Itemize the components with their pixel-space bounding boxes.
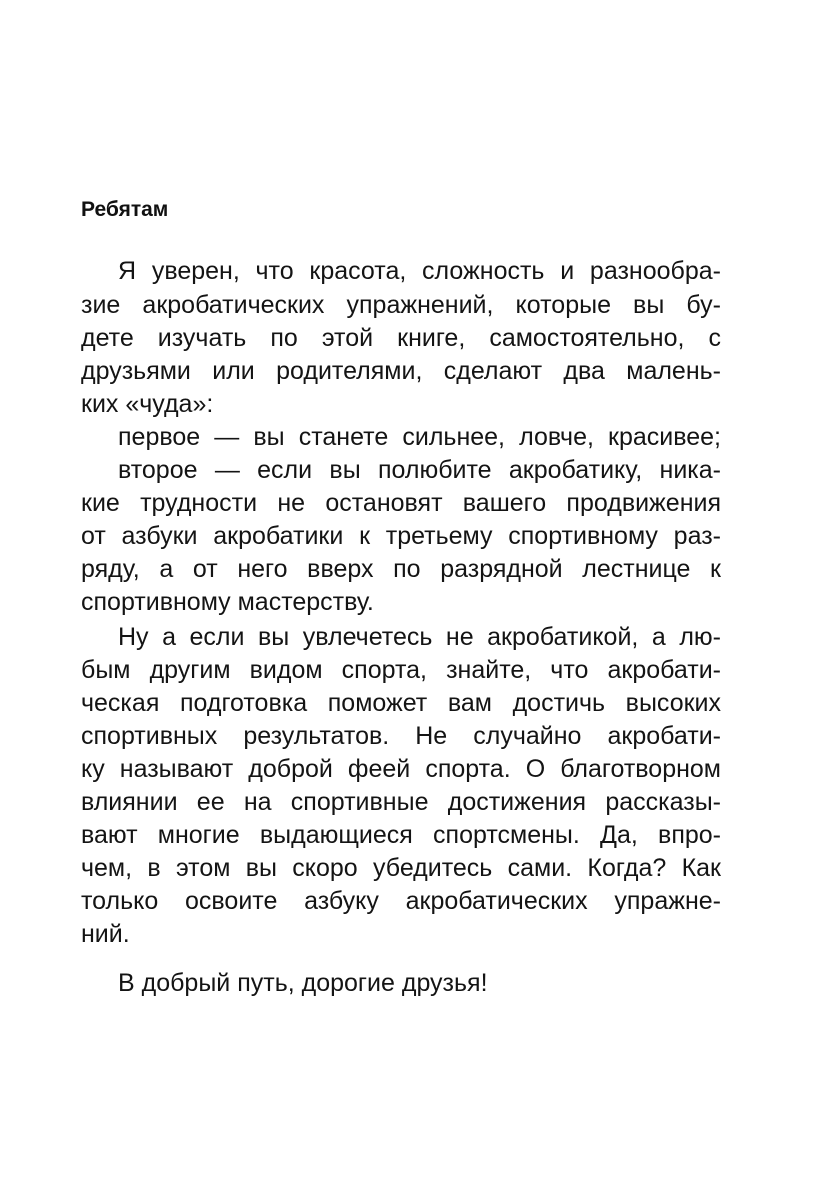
text-line: зие акробатических упражнений, которые вы бу- <box>81 291 721 319</box>
text-line: Ну а если вы увлечетесь не акробатикой, а лю- <box>118 623 721 651</box>
text-line: кие трудности не остановят вашего продвижения <box>81 489 721 517</box>
text-line: ку называют доброй феей спорта. О благотворном <box>81 755 721 783</box>
text-line: влиянии ее на спортивные достижения рассказы- <box>81 788 721 816</box>
text-line: спортивному мастерству. <box>81 588 374 616</box>
text-line: бым другим видом спорта, знайте, что акробати- <box>81 656 721 684</box>
text-line: чем, в этом вы скоро убедитесь сами. Когда? Как <box>81 854 721 882</box>
text-line: спортивных результатов. Не случайно акробати- <box>81 722 721 750</box>
text-line: Я уверен, что красота, сложность и разнообра- <box>118 257 721 285</box>
page-heading: Ребятам <box>81 198 169 221</box>
text-line: только освоите азбуку акробатических упражне- <box>81 887 721 915</box>
text-line: ний. <box>81 920 130 948</box>
text-line: ряду, а от него вверх по разрядной лестнице к <box>81 555 721 583</box>
text-line: ческая подготовка поможет вам достичь высоких <box>81 689 721 717</box>
text-line: друзьями или родителями, сделают два малень- <box>81 357 721 385</box>
text-line: второе — если вы полюбите акробатику, ника- <box>118 456 721 484</box>
closing-line: В добрый путь, дорогие друзья! <box>118 969 488 997</box>
text-line: первое — вы станете сильнее, ловче, красивее; <box>118 423 721 451</box>
text-line: от азбуки акробатики к третьему спортивному раз- <box>81 522 721 550</box>
text-line: дете изучать по этой книге, самостоятельно, с <box>81 324 721 352</box>
text-line: ких «чуда»: <box>81 390 214 418</box>
text-line: вают многие выдающиеся спортсмены. Да, впро- <box>81 821 721 849</box>
